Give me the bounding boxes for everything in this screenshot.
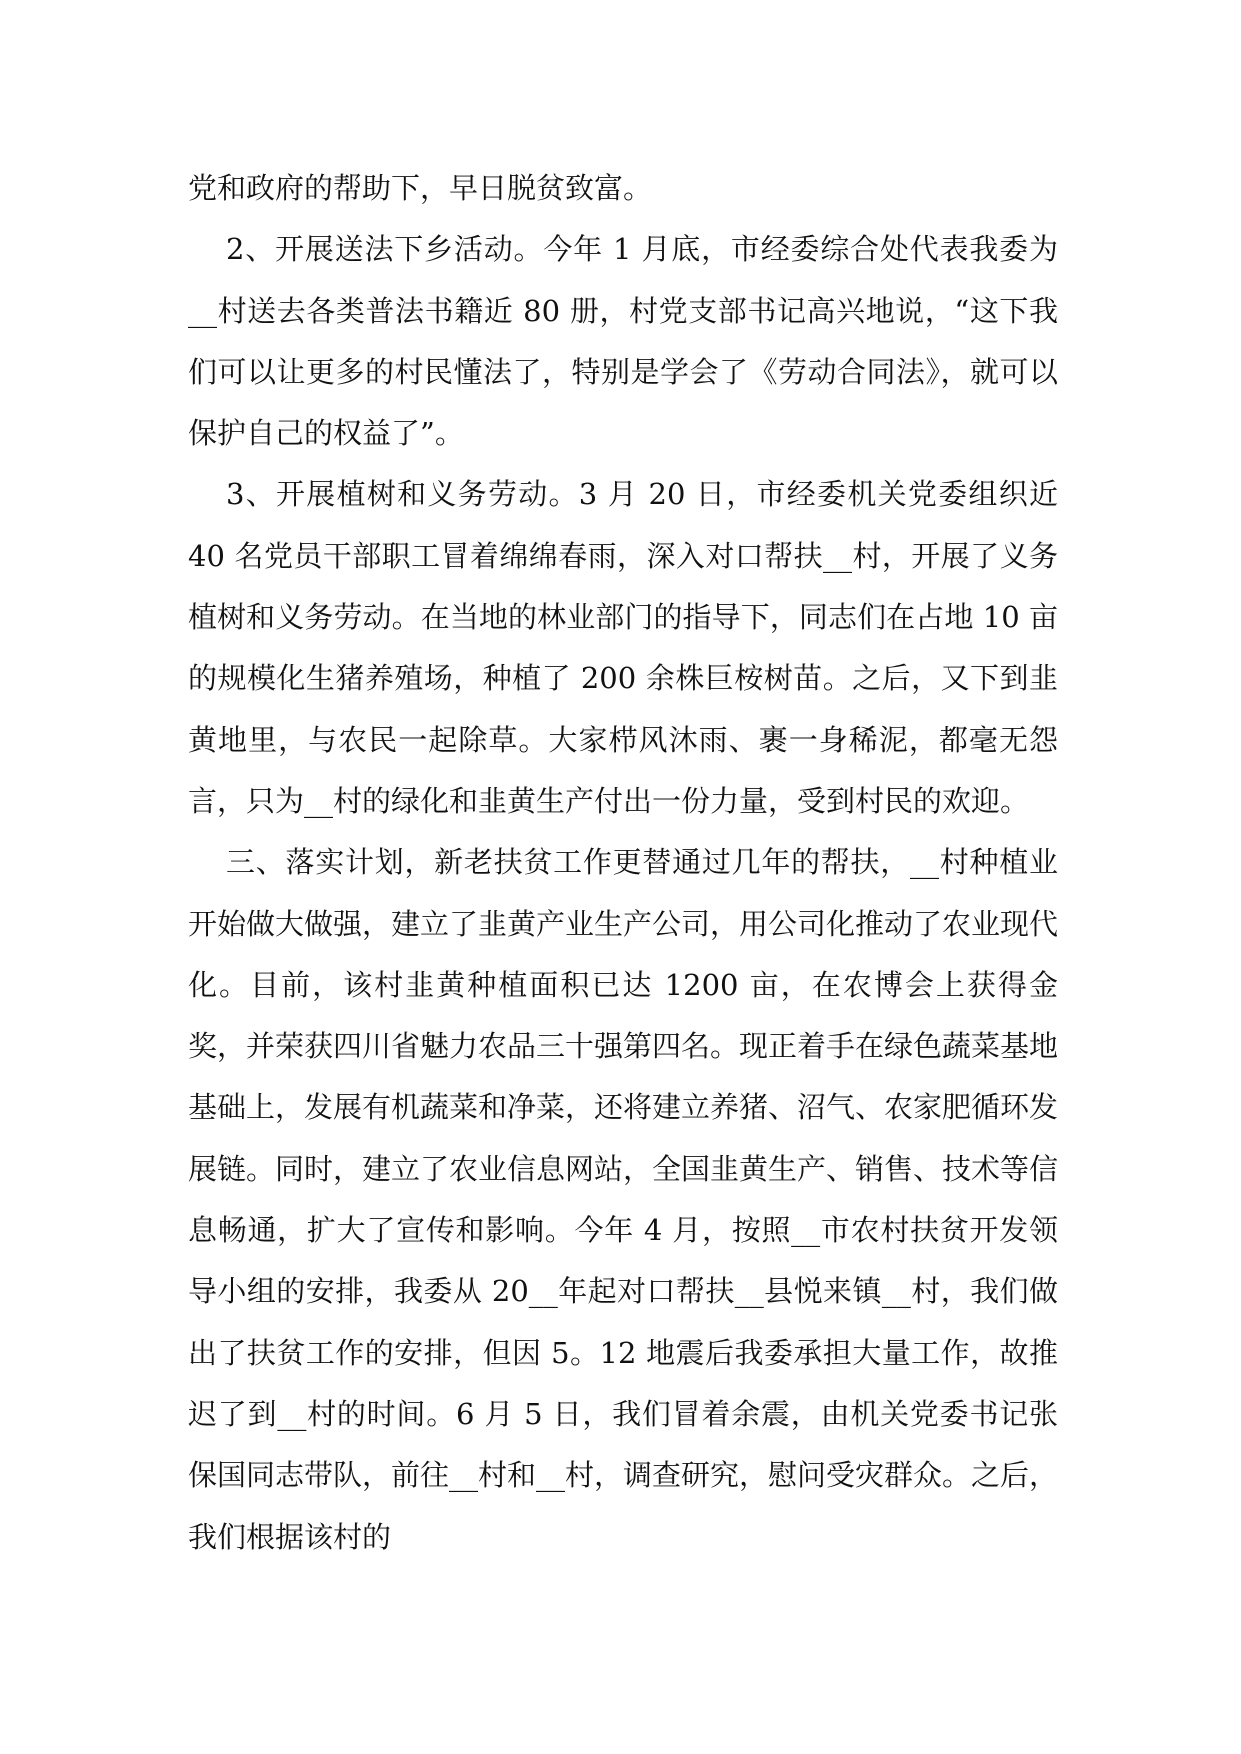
- paragraph-law-activity: 2、开展送法下乡活动。今年 1 月底，市经委综合处代表我委为__村送去各类普法书籍近 80 册，村党支部书记高兴地说，“这下我们可以让更多的村民懂法了，特别是学会了《劳动合同法》，就可以保护自己的权益了”。: [188, 232, 1058, 451]
- paragraph-implementation-plan: 三、落实计划，新老扶贫工作更替通过几年的帮扶，__村种植业开始做大做强，建立了韭黄产业生产公司，用公司化推动了农业现代化。目前，该村韭黄种植面积已达 1200 亩，在农博会上获得金奖，并荣获四川省魅力农品三十强第四名。现正着手在绿色蔬菜基地基础上，发展有机蔬菜和净菜，还将建立养猪、沼气、农家肥循环发展链。同时，建立了农业信息网站，全国韭黄生产、销售、技术等信息畅通，扩大了宣传和影响。今年 4 月，按照__市农村扶贫开发领导小组的安排，我委从 20__年起对口帮扶__县悦来镇__村，我们做出了扶贫工作的安排，但因 5。12 地震后我委承担大量工作，故推迟了到__村的时间。6 月 5 日，我们冒着余震，由机关党委书记张保国同志带队，前往__村和__村，调查研究，慰问受灾群众。之后，我们根据该村的: [188, 845, 1059, 1554]
- paragraph-tree-planting: 3、开展植树和义务劳动。3 月 20 日，市经委机关党委组织近 40 名党员干部职工冒着绵绵春雨，深入对口帮扶__村，开展了义务植树和义务劳动。在当地的林业部门的指导下，同志们在占地 10 亩的规模化生猪养殖场，种植了 200 余株巨桉树苗。之后，又下到韭黄地里，与农民一起除草。大家栉风沐雨、裹一身稀泥，都毫无怨言，只为__村的绿化和韭黄生产付出一份力量，受到村民的欢迎。: [188, 477, 1058, 818]
- document-body: [188, 158, 1058, 1568]
- paragraph-continuation: 党和政府的帮助下，早日脱贫致富。: [188, 171, 653, 205]
